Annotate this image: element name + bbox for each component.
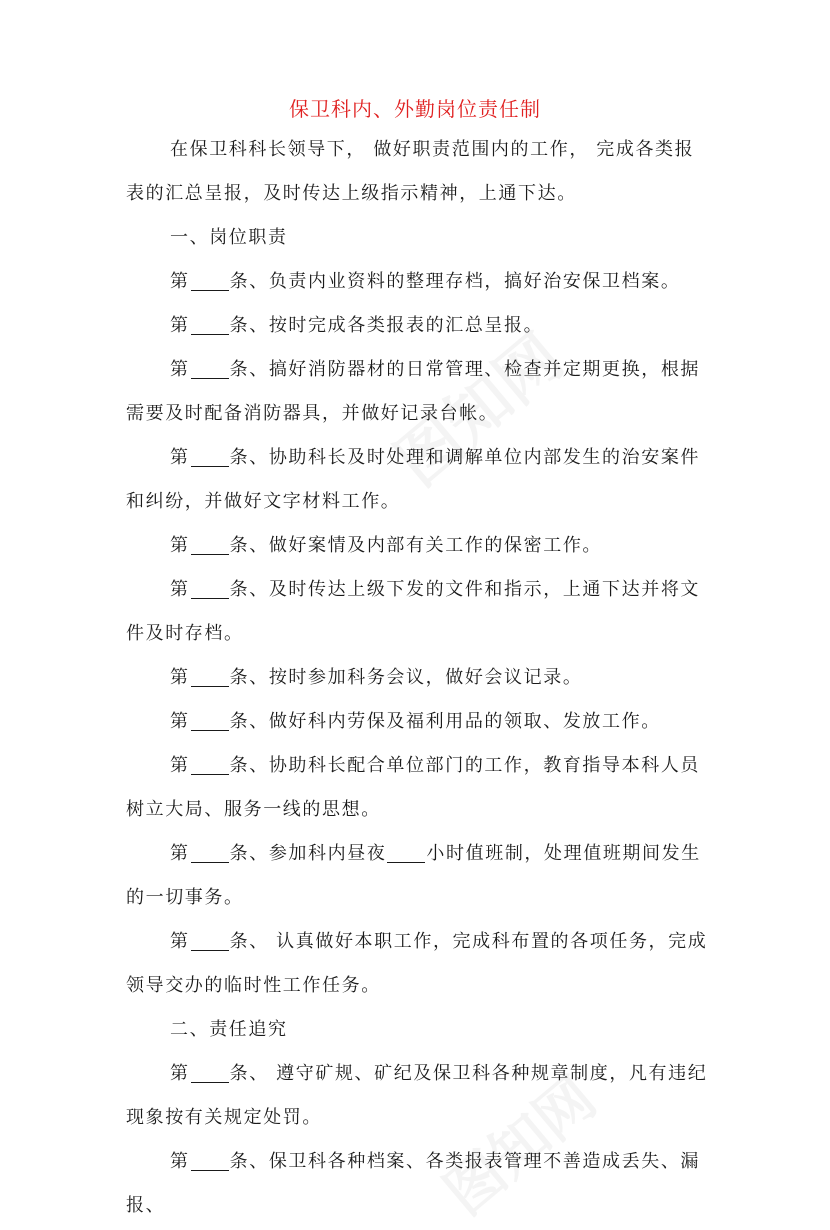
article-5: 第 条、做好案情及内部有关工作的保密工作。 (126, 524, 710, 568)
article-10: 第 条、参加科内昼夜 小时值班制，处理值班期间发生的一切事务。 (126, 832, 710, 920)
blank-line (191, 840, 229, 863)
blank-line (191, 928, 229, 951)
article-accountability-1: 第 条、 遵守矿规、矿纪及保卫科各种规章制度，凡有违纪现象按有关规定处罚。 (126, 1052, 710, 1140)
article-8: 第 条、做好科内劳保及福利用品的领取、发放工作。 (126, 700, 710, 744)
blank-line-hours (387, 840, 425, 863)
article-11: 第 条、 认真做好本职工作，完成科布置的各项任务，完成领导交办的临时性工作任务。 (126, 920, 710, 1008)
article-6: 第 条、及时传达上级下发的文件和指示，上通下达并将文件及时存档。 (126, 568, 710, 656)
article-2: 第 条、按时完成各类报表的汇总呈报。 (126, 304, 710, 348)
article-9: 第 条、协助科长配合单位部门的工作，教育指导本科人员树立大局、服务一线的思想。 (126, 744, 710, 832)
article-3: 第 条、搞好消防器材的日常管理、检查并定期更换，根据需要及时配备消防器具，并做好记录台帐。 (126, 348, 710, 436)
blank-line (191, 1148, 229, 1171)
blank-line (191, 1060, 229, 1083)
section-heading-accountability: 二、责任追究 (170, 1019, 288, 1040)
blank-line (191, 708, 229, 731)
blank-line (191, 576, 229, 599)
document-title: 保卫科内、外勤岗位责任制 (289, 97, 541, 121)
blank-line (191, 532, 229, 555)
blank-line (191, 268, 229, 291)
section-heading-duties: 一、岗位职责 (170, 227, 288, 248)
blank-line (191, 664, 229, 687)
blank-line (191, 312, 229, 335)
article-7: 第 条、按时参加科务会议，做好会议记录。 (126, 656, 710, 700)
intro-paragraph: 在保卫科科长领导下， 做好职责范围内的工作， 完成各类报表的汇总呈报，及时传达上级指示精神，上通下达。 (126, 139, 695, 204)
blank-line (191, 752, 229, 775)
blank-line (191, 444, 229, 467)
article-4: 第 条、协助科长及时处理和调解单位内部发生的治安案件和纠纷，并做好文字材料工作。 (126, 436, 710, 524)
article-accountability-2: 第 条、保卫科各种档案、各类报表管理不善造成丢失、漏报、 (126, 1140, 710, 1228)
blank-line (191, 356, 229, 379)
article-1: 第 条、负责内业资料的整理存档，搞好治安保卫档案。 (126, 260, 710, 304)
